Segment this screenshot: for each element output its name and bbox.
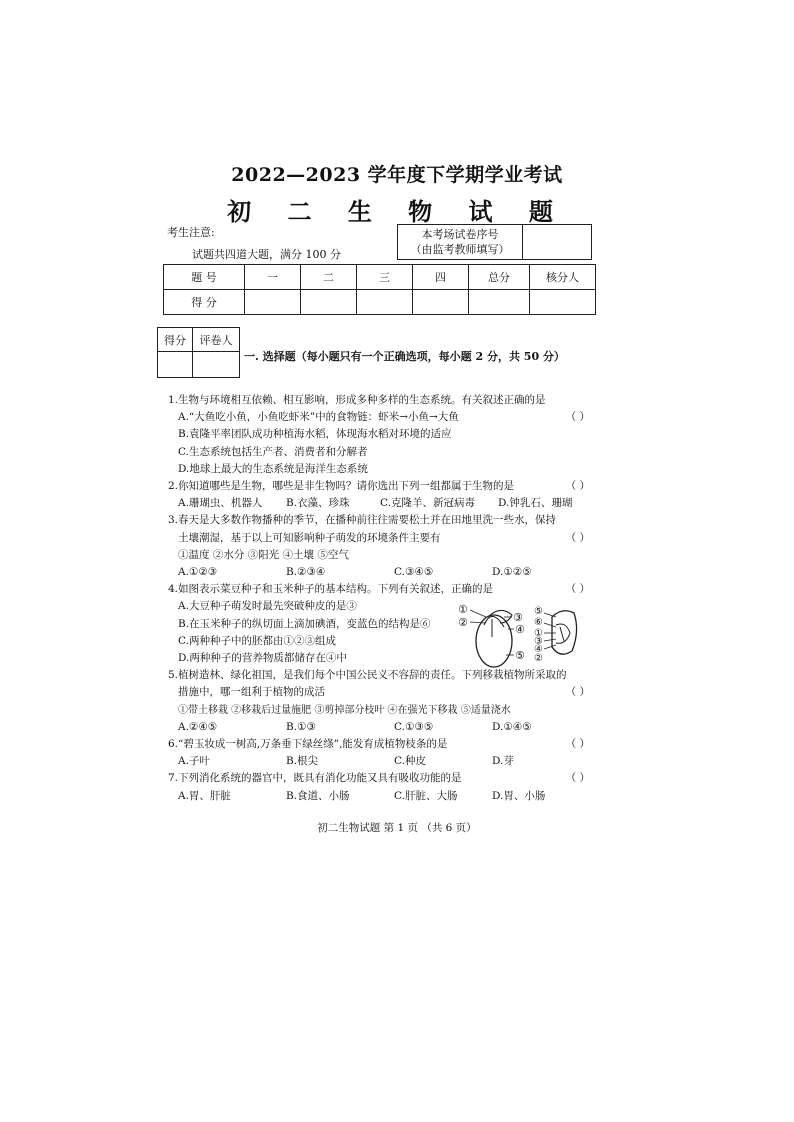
question-7-option-d[interactable]: D.胃、小肠 <box>492 789 546 802</box>
question-4-option-c[interactable]: C.两种种子中的胚都由①②③组成 <box>178 634 336 647</box>
seat-number-line1: 本考场试卷序号 <box>421 228 499 241</box>
question-4-option-d[interactable]: D.两种种子的营养物质都储存在④中 <box>178 652 347 665</box>
stem-text: 措施中，哪一组利于植物的成活 <box>178 686 325 699</box>
section-heading: 一. 选择题（每小题只有一个正确选项，每小题 2 分，共 50 分） <box>244 350 565 363</box>
answer-paren: （ ） <box>565 583 590 596</box>
corn-seed-drawing <box>544 611 577 654</box>
question-5-option-c[interactable]: C.①③⑤ <box>394 720 434 733</box>
score-cell[interactable] <box>530 290 596 315</box>
answer-paren: （ ） <box>565 411 590 424</box>
notice-text: 试题共四道大题，满分 100 分 <box>192 248 341 261</box>
grader-table <box>157 327 240 378</box>
question-3-items: ①温度 ②水分 ③阳光 ④土壤 ⑤空气 <box>178 548 349 561</box>
seat-number-table <box>397 224 592 260</box>
question-3-option-b[interactable]: B.②③④ <box>286 566 326 579</box>
diagram-label: ② <box>534 653 543 664</box>
question-7-option-c[interactable]: C.肝脏、大肠 <box>394 789 458 802</box>
score-cell[interactable] <box>357 290 413 315</box>
answer-paren: （ ） <box>565 772 590 785</box>
question-2-option-b[interactable]: B.衣藻、珍珠 <box>286 497 350 510</box>
question-6-stem <box>168 736 608 753</box>
stem-text: 2.你知道哪些是生物，哪些是非生物吗？请你选出下列一组都属于生物的是 <box>168 480 515 493</box>
answer-paren: （ ） <box>565 480 590 493</box>
page-title: 2022—2023 学年度下学期学业考试 <box>231 164 563 186</box>
question-5-option-d[interactable]: D.①④⑤ <box>492 720 532 733</box>
stem-text: 7.下列消化系统的器官中，既具有消化功能又具有吸收功能的是 <box>168 772 462 785</box>
seat-number-cell[interactable] <box>523 225 592 260</box>
diagram-label: ③ <box>534 636 543 647</box>
question-5-option-b[interactable]: B.①③ <box>286 720 316 733</box>
question-1-option-b[interactable]: B.袁隆平率团队成功种植海水稻，体现海水稻对环境的适应 <box>178 428 452 441</box>
question-3-stem: 3.春天是大多数作物播种的季节，在播种前往往需要松土并在田地里洗一些水，保持 <box>168 514 557 527</box>
diagram-label: ⑥ <box>534 617 543 628</box>
score-row-label: 得 分 <box>164 290 245 315</box>
score-header-cell: 三 <box>357 265 413 290</box>
page-footer: 初二生物试题 第 1 页 （共 6 页） <box>317 822 477 834</box>
question-2-option-c[interactable]: C.克隆羊、新冠病毒 <box>380 497 475 510</box>
question-5-stem-2 <box>168 684 608 701</box>
question-1-option-d[interactable]: D.地球上最大的生态系统是海洋生态系统 <box>178 462 368 475</box>
question-7-options <box>168 788 608 805</box>
question-6-option-d[interactable]: D.芽 <box>492 755 514 768</box>
score-header-cell: 总分 <box>469 265 530 290</box>
bean-seed-drawing <box>470 610 514 667</box>
grader-name-cell[interactable] <box>193 352 240 378</box>
question-6-option-a[interactable]: A.子叶 <box>178 755 210 768</box>
diagram-label: ④ <box>534 644 543 655</box>
question-7-option-b[interactable]: B.食道、小肠 <box>286 789 350 802</box>
seed-structure-diagram <box>456 577 588 669</box>
grader-name-label: 评卷人 <box>193 328 240 352</box>
score-cell[interactable] <box>413 290 469 315</box>
stem-text: 4.如图表示菜豆种子和玉米种子的基本结构。下列有关叙述，正确的是 <box>168 583 494 596</box>
question-4-option-b[interactable]: B.在玉米种子的纵切面上滴加碘酒，变蓝色的结构是⑥ <box>178 617 431 630</box>
option-text: A.“大鱼吃小鱼，小鱼吃虾米”中的食物链：虾米→小鱼→大鱼 <box>178 411 459 424</box>
diagram-label: ② <box>458 616 468 629</box>
question-2-option-a[interactable]: A.珊瑚虫、机器人 <box>178 497 263 510</box>
question-5-stem: 5.植树造林、绿化祖国，是我们每个中国公民义不容辞的责任。下列移栽植物所采取的 <box>168 669 567 682</box>
exam-subject-title: 初 二 生 物 试 题 <box>227 197 567 226</box>
answer-paren: （ ） <box>565 531 590 544</box>
question-1-stem: 1.生物与环境相互依赖、相互影响，形成多种多样的生态系统。有关叙述正确的是 <box>168 394 546 406</box>
question-1-option-a[interactable] <box>168 409 608 426</box>
diagram-label: ① <box>534 628 543 639</box>
question-3-option-a[interactable]: A.①②③ <box>178 566 218 579</box>
diagram-label: ① <box>458 603 468 616</box>
question-6-options <box>168 753 608 770</box>
seat-number-line2: （由监考教师填写） <box>410 243 510 256</box>
question-7-stem <box>168 770 608 787</box>
question-6-option-c[interactable]: C.种皮 <box>394 755 426 768</box>
seat-number-label <box>398 225 523 260</box>
notice-label: 考生注意: <box>167 226 215 239</box>
score-header-cell: 四 <box>413 265 469 290</box>
diagram-label: ⑤ <box>515 649 525 662</box>
score-cell[interactable] <box>245 290 301 315</box>
question-2-option-d[interactable]: D.钟乳石、珊瑚 <box>498 497 573 510</box>
grader-score-cell[interactable] <box>158 352 193 378</box>
score-header-cell: 二 <box>301 265 357 290</box>
diagram-label: ③ <box>513 611 523 624</box>
stem-text: 土壤潮湿，基于以上可知影响种子萌发的环境条件主要有 <box>178 531 441 544</box>
question-3-stem-2 <box>168 530 608 547</box>
question-2-stem <box>168 478 608 495</box>
answer-paren: （ ） <box>565 686 590 699</box>
question-6-option-b[interactable]: B.根尖 <box>286 755 319 768</box>
question-5-items: ①带土移栽 ②移栽后过量施肥 ③剪掉部分枝叶 ④在强光下移栽 ⑤适量浇水 <box>178 704 511 716</box>
diagram-label: ④ <box>515 623 525 636</box>
question-3-option-c[interactable]: C.③④⑤ <box>394 566 434 579</box>
question-1-option-c[interactable]: C.生态系统包括生产者、消费者和分解者 <box>178 445 368 458</box>
answer-paren: （ ） <box>565 738 590 751</box>
score-header-cell: 一 <box>245 265 301 290</box>
question-2-options <box>168 495 608 512</box>
question-5-option-a[interactable]: A.②④⑤ <box>178 720 218 733</box>
diagram-label: ⑤ <box>534 606 543 617</box>
score-cell[interactable] <box>301 290 357 315</box>
question-7-option-a[interactable]: A.胃、肝脏 <box>178 789 231 802</box>
score-table <box>163 264 596 315</box>
grader-score-label: 得分 <box>158 328 193 352</box>
score-header-cell: 题 号 <box>164 265 245 290</box>
score-header-cell: 核分人 <box>530 265 596 290</box>
question-3-option-d[interactable]: D.①②⑤ <box>492 566 532 579</box>
score-cell[interactable] <box>469 290 530 315</box>
stem-text: 6.“碧玉妆成一树高,万条垂下绿丝绦”,能发育成植物枝条的是 <box>168 738 448 751</box>
question-4-option-a[interactable]: A.大豆种子萌发时最先突破种皮的是③ <box>178 600 357 613</box>
question-5-options <box>168 719 608 736</box>
